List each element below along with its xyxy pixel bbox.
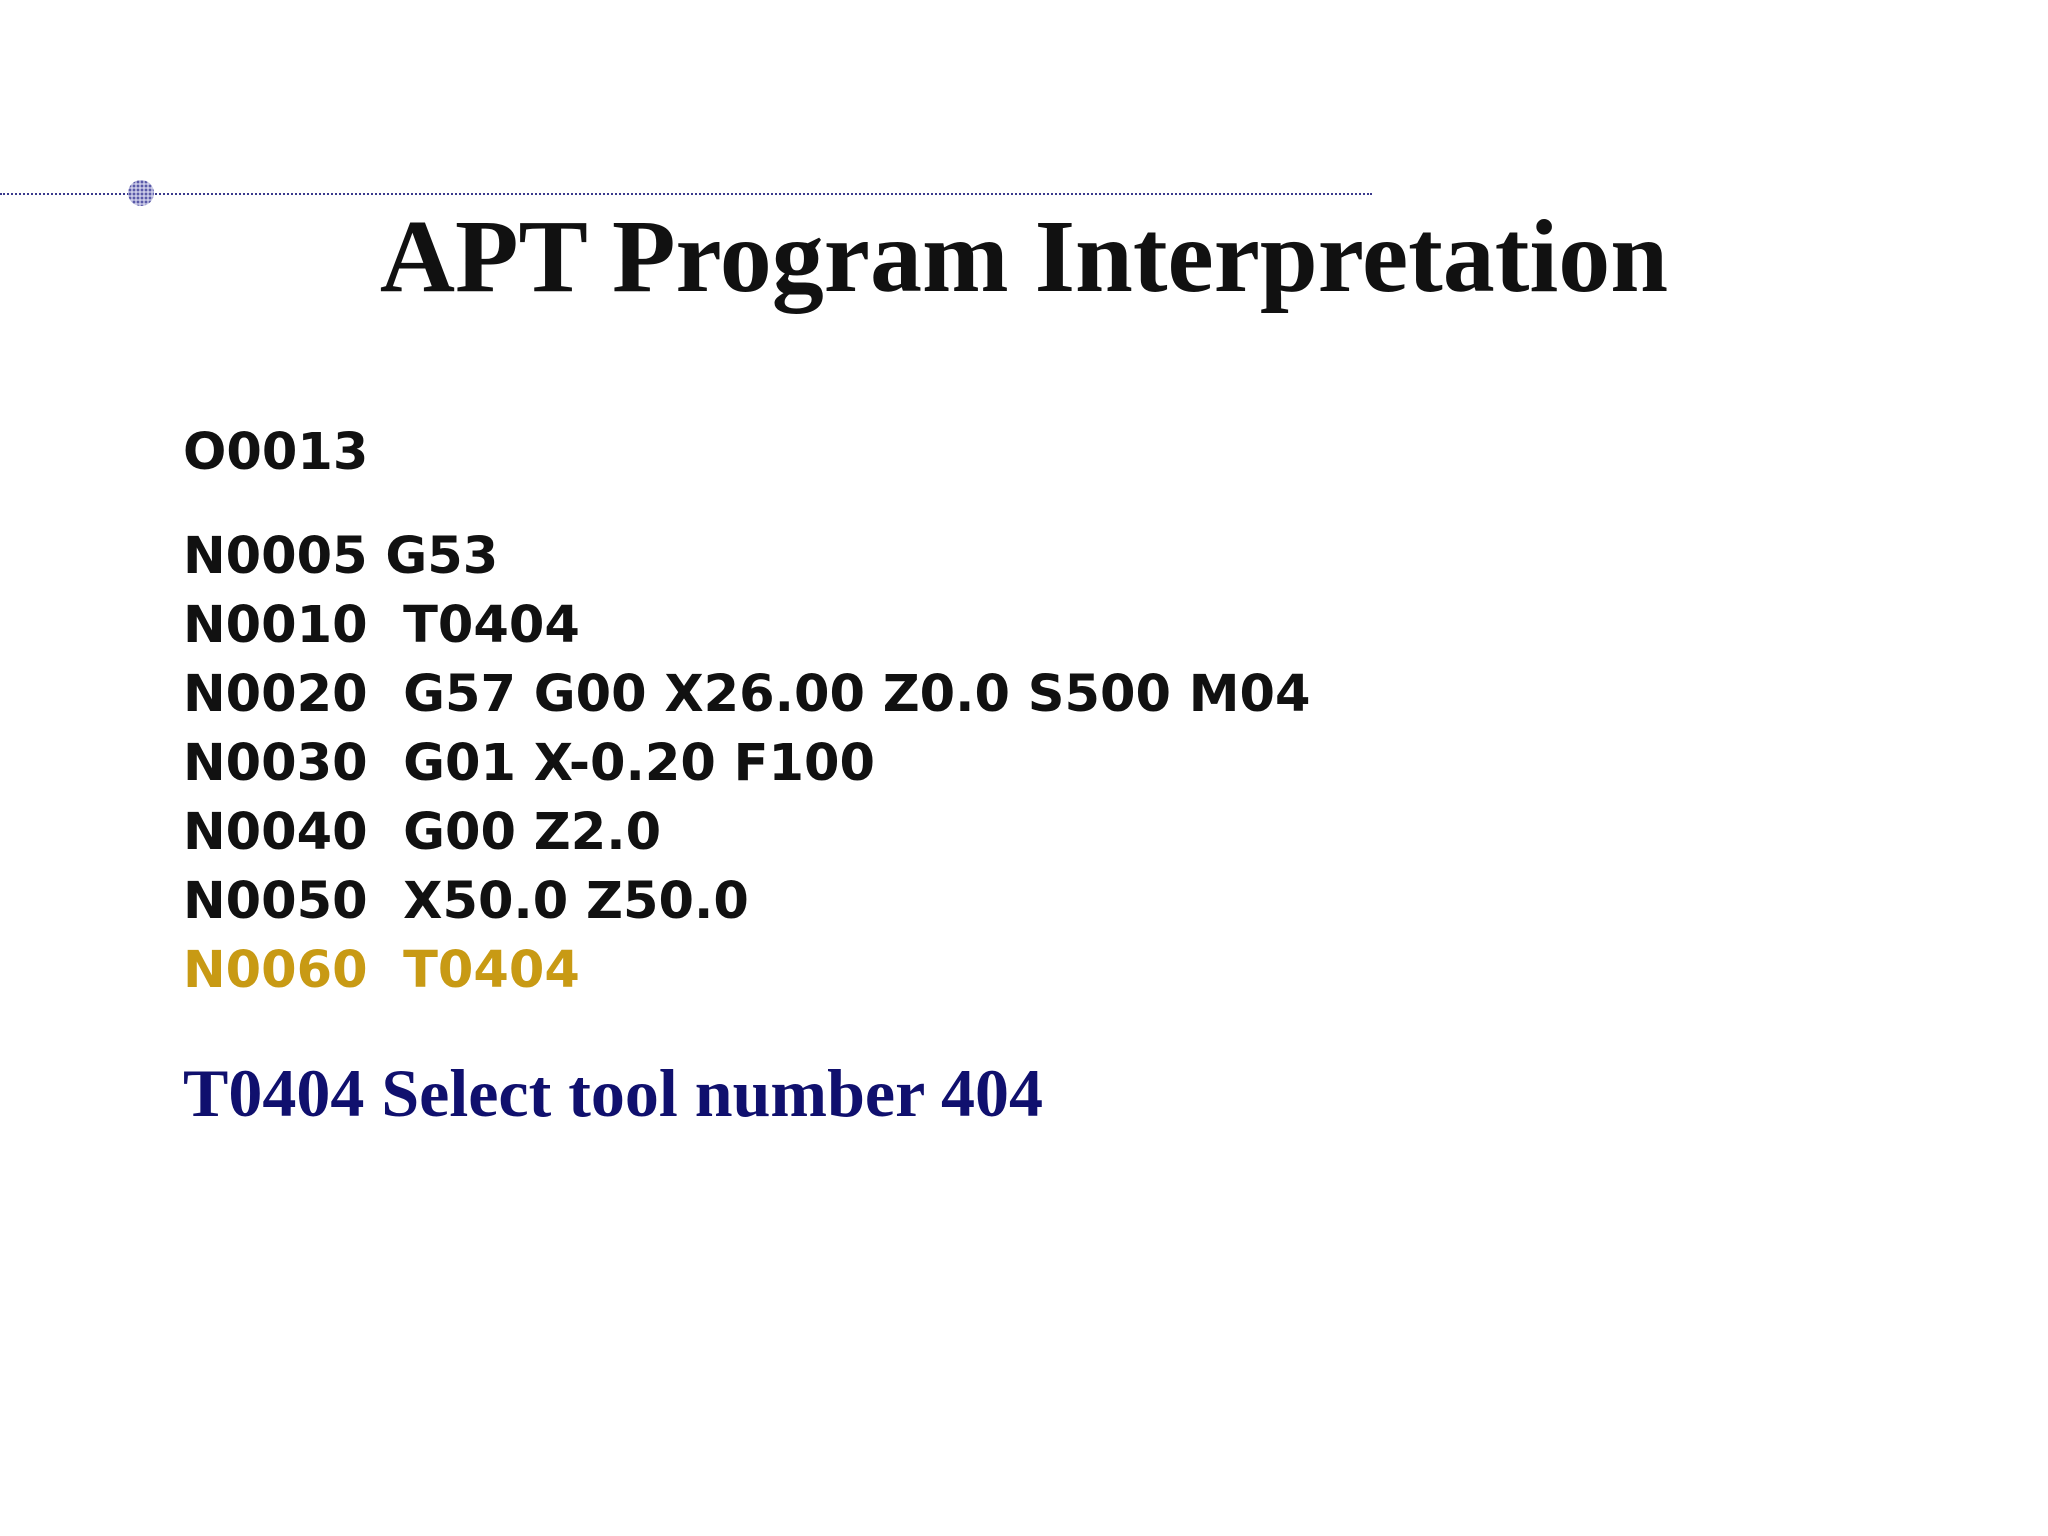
program-number: O0013	[183, 423, 369, 482]
explanation-note: T0404 Select tool number 404	[183, 1055, 1044, 1131]
program-line: N0040 G00 Z2.0	[183, 803, 662, 862]
program-line-highlighted: N0060 T0404	[183, 941, 580, 1000]
program-line: N0010 T0404	[183, 596, 580, 655]
program-line: N0020 G57 G00 X26.00 Z0.0 S500 M04	[183, 665, 1311, 724]
nc-program	[183, 418, 1310, 1005]
program-line: N0005 G53	[183, 527, 499, 586]
program-line: N0030 G01 X-0.20 F100	[183, 734, 875, 793]
program-line: N0050 X50.0 Z50.0	[183, 872, 749, 931]
slide-title: APT Program Interpretation	[379, 199, 1669, 314]
program-gap	[183, 487, 1310, 522]
